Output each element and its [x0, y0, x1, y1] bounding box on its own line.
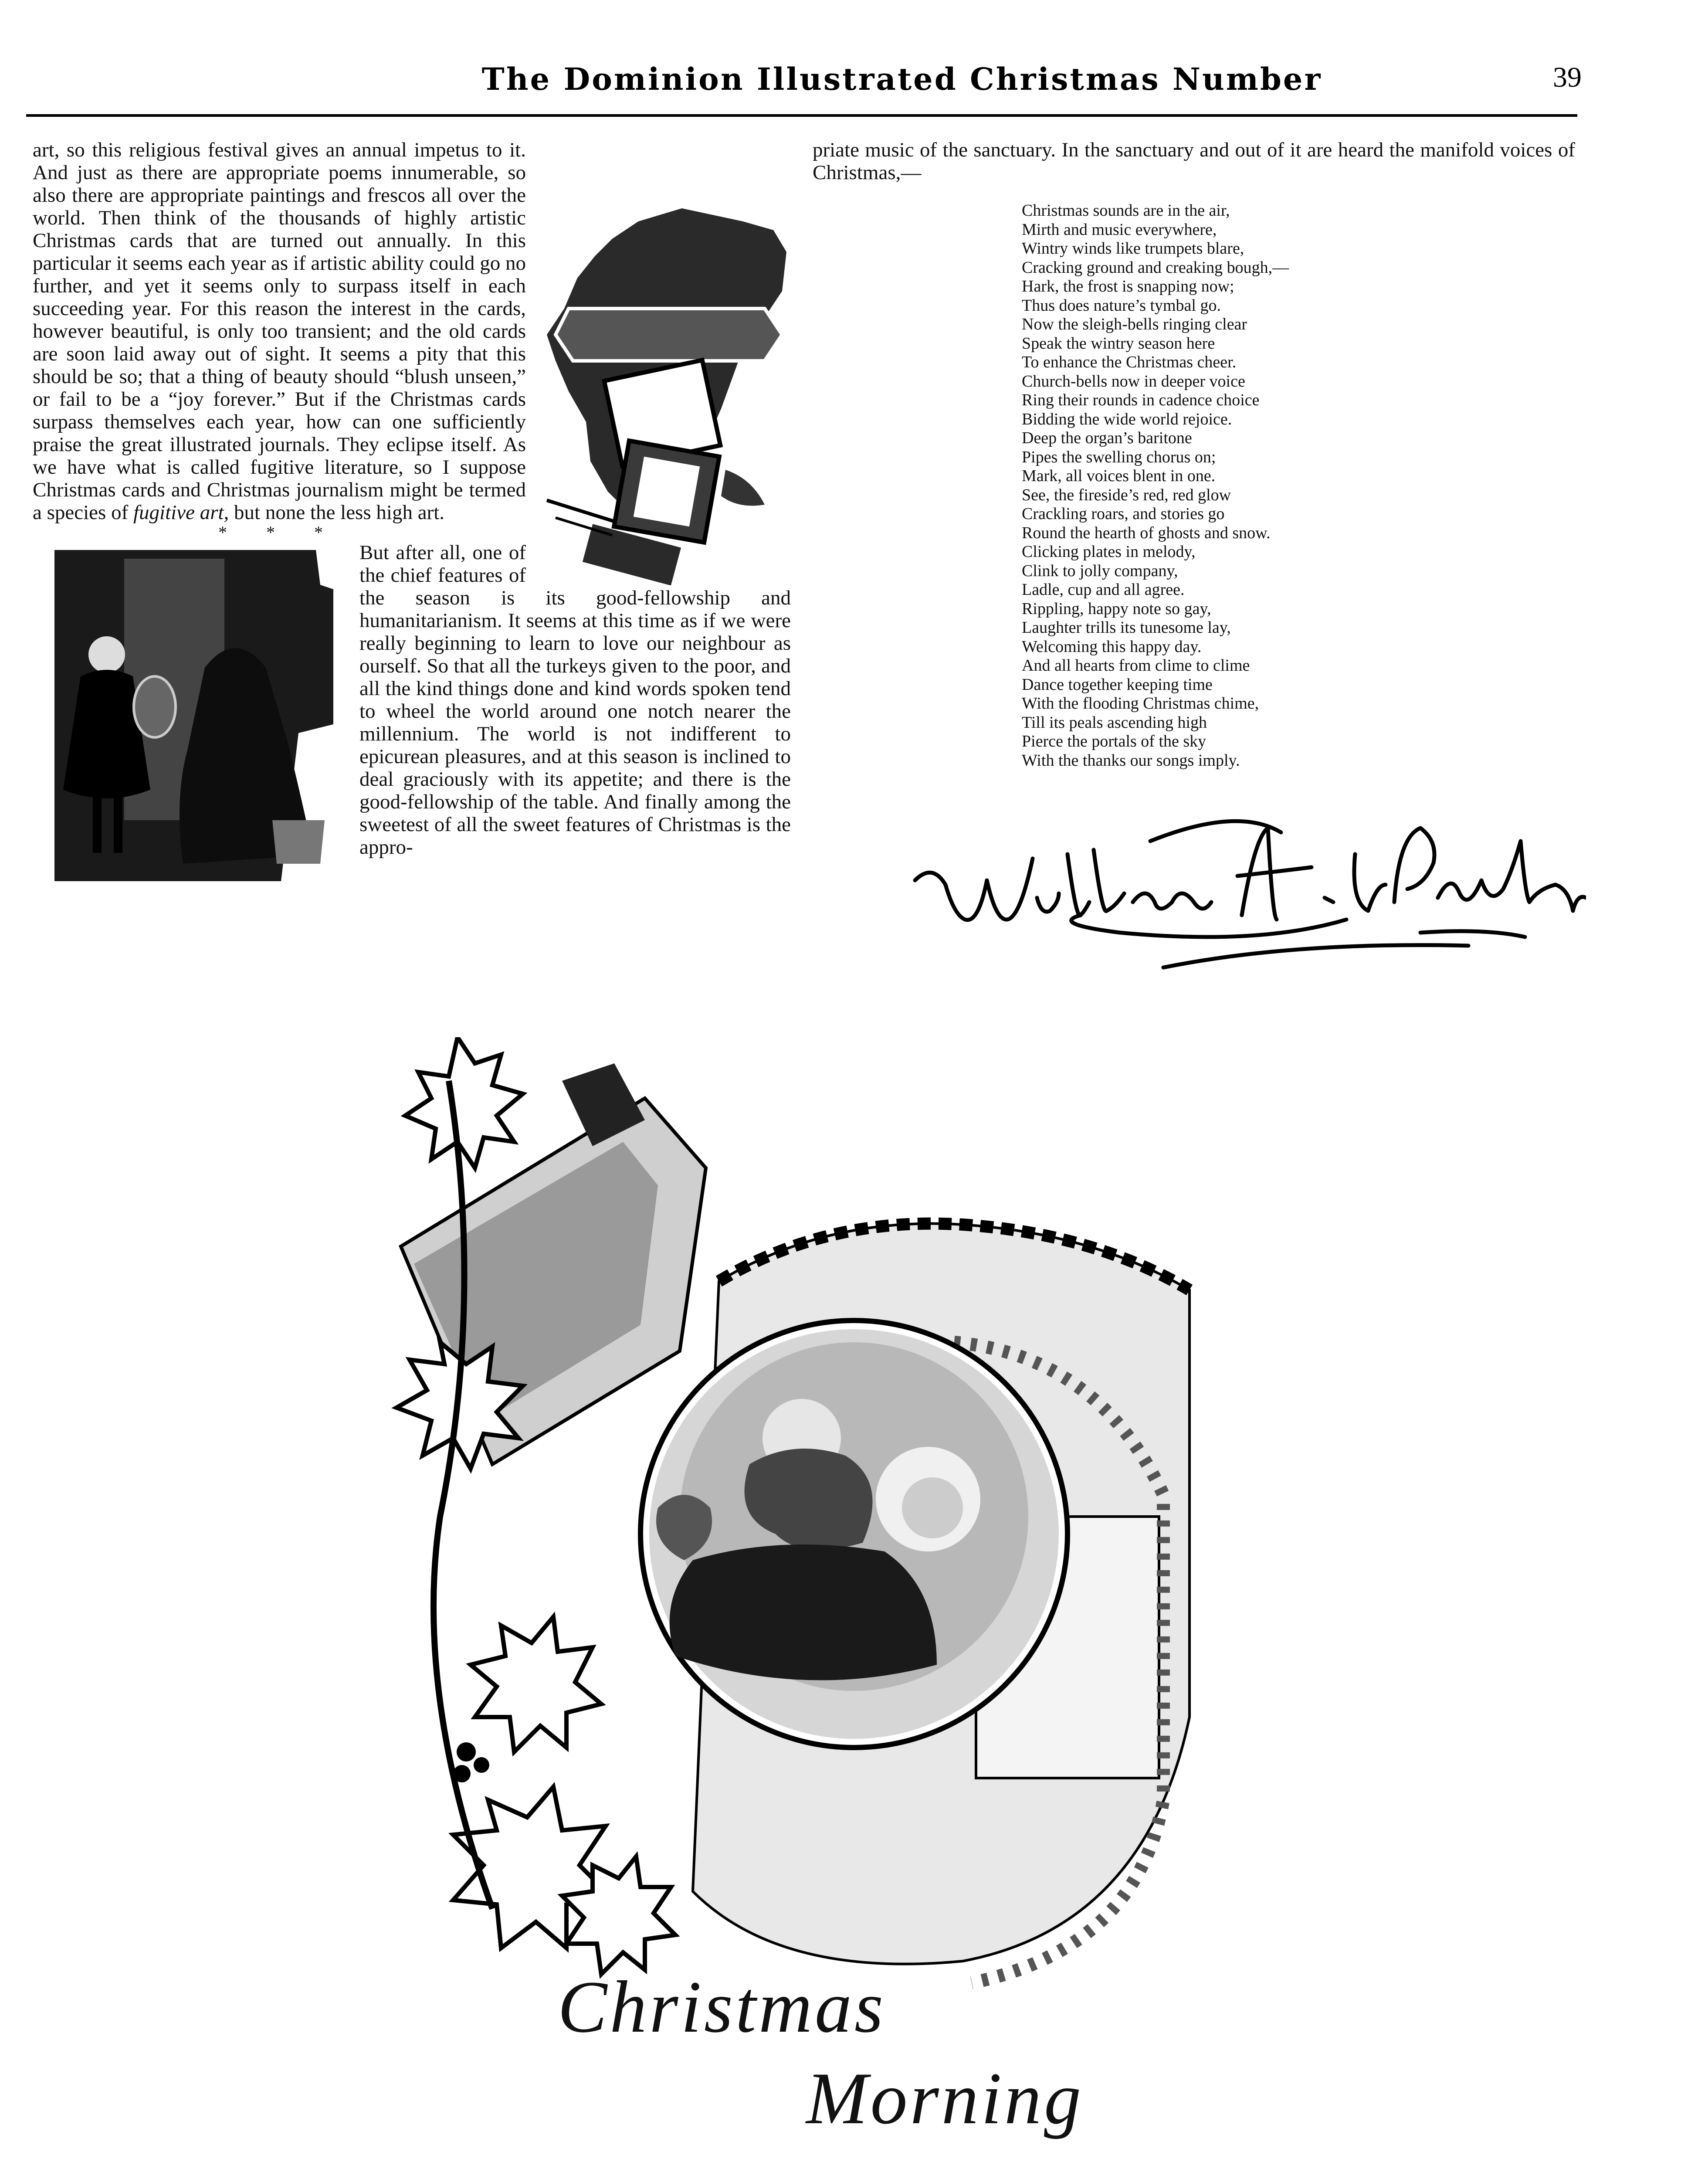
christmas-cards-illustration [538, 204, 791, 585]
poem-line: Pipes the swelling chorus on; [1022, 448, 1216, 466]
poem-line: Thus does nature’s tymbal go. [1022, 296, 1221, 315]
poem-line: Christmas sounds are in the air, [1022, 201, 1230, 220]
running-header-title: The Dominion Illustrated Christmas Number [481, 61, 1322, 97]
left-paragraph-1: art, so this religious festival gives an annual impetus to it. And just as there are appropriate poems innumerable, so also there are appropriate paintings and frescos all over the world. Then think of the thousands of highly artistic Christmas cards that are turned out annually. In this particular it seems each year as if artistic ability could go no further, and yet it seems only to surpass itself in each succeeding year. For this reason the interest in the cards, however beautiful, is only too transient; and the old cards are soon laid away out of sight. It seems a pity that this should be so; that a thing of beauty should “blush unseen,” or fail to be a “joy forever.” But if the Christmas cards surpass themselves each year, how can one sufficiently praise the great illustrated journals. They eclipse itself. As we have what is called fugitive literature, so I suppose Christmas cards and Christmas journalism might be termed a species of [33, 139, 526, 524]
left-column [33, 139, 791, 890]
left-paragraph-2: But after all, one of the chief features of the season is its good-fellowship and humanitarianism. It seems at this time as if we were really beginning to learn to love our neighbour as ourself. So that all the turkeys given to the poor, and all the kind things done and kind words spoken tend to wheel the world around one notch nearer the millennium. The world is not indifferent to epicurean pleasures, and at this season is inclined to deal graciously with its appetite; and there is the good-fellowship of the table. And finally among the sweetest of all the sweet features of Christmas is the appro- [359, 541, 791, 859]
poem-line: Clicking plates in melody, [1022, 543, 1196, 561]
poem-line: Hark, the frost is snapping now; [1022, 277, 1234, 295]
handwritten-signature [906, 815, 1586, 998]
poem-line: Wintry winds like trumpets blare, [1022, 239, 1244, 258]
poem-line: Welcoming this happy day. [1022, 637, 1202, 656]
poem-line: With the thanks our songs imply. [1022, 751, 1240, 770]
poem-line: Laughter trills its tunesome lay, [1022, 618, 1231, 637]
poem-line: Church-bells now in deeper voice [1022, 372, 1245, 390]
header-rule [26, 114, 1577, 117]
poem-line: Speak the wintry season here [1022, 334, 1215, 353]
poem-line: Mark, all voices blent in one. [1022, 467, 1216, 485]
right-column-intro: priate music of the sanctuary. In the sanctuary and out of it are heard the manifold voices of Christmas,— [813, 139, 1575, 184]
poem-line: To enhance the Christmas cheer. [1022, 353, 1237, 371]
poem-line: Clink to jolly company, [1022, 561, 1178, 580]
page-number: 39 [1553, 61, 1582, 93]
poem-line: Dance together keeping time [1022, 675, 1213, 694]
poem-line: See, the fireside’s red, red glow [1022, 485, 1231, 504]
poem-line: Round the hearth of ghosts and snow. [1022, 523, 1271, 542]
poem-line: With the flooding Christmas chime, [1022, 694, 1259, 713]
poem-line: Bidding the wide world rejoice. [1022, 410, 1232, 428]
poem-line: Pierce the portals of the sky [1022, 732, 1206, 750]
illustration-caption-morning: Morning [806, 2057, 1084, 2139]
poem-line: Ring their rounds in cadence choice [1022, 391, 1260, 409]
fugitive-art-italic: fugitive art, [133, 501, 229, 524]
left-paragraph-1-end: but none the less high art. [234, 501, 445, 524]
illustration-caption-christmas: Christmas [558, 1966, 886, 2048]
poem-line: Mirth and music everywhere, [1022, 220, 1217, 239]
section-separator: * * * [218, 523, 340, 542]
poem-line: Rippling, happy note so gay, [1022, 599, 1211, 618]
poem-line: Ladle, cup and all agree. [1022, 580, 1185, 599]
poem-line: Cracking ground and creaking bough,— [1022, 258, 1289, 277]
poem-line: And all hearts from clime to clime [1022, 656, 1250, 675]
christmas-poem [1022, 201, 1501, 770]
poem-line: Till its peals ascending high [1022, 713, 1207, 732]
poem-line: Now the sleigh-bells ringing clear [1022, 315, 1247, 333]
old-woman-and-child-illustration [54, 550, 333, 881]
poem-line: Crackling roars, and stories go [1022, 505, 1225, 523]
poem-line: Deep the organ’s baritone [1022, 429, 1192, 447]
